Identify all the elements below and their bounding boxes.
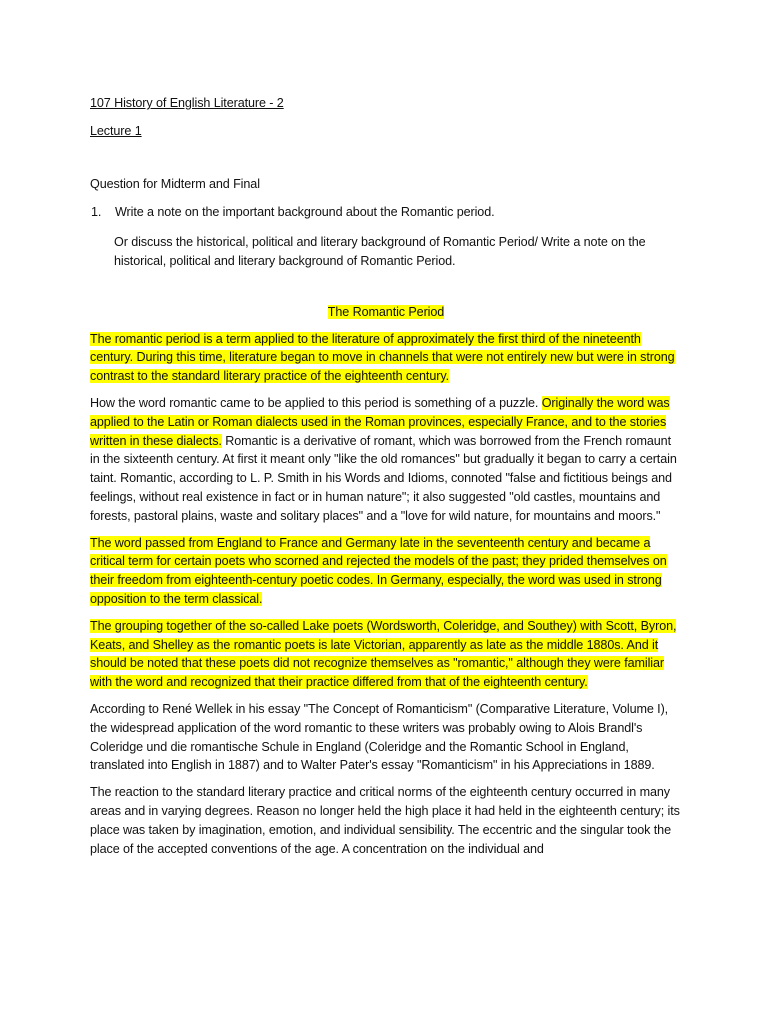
question-list [90, 203, 682, 222]
course-title: 107 History of English Literature - 2 [90, 96, 284, 110]
section-title-text: The Romantic Period [327, 304, 445, 319]
paragraph-6: The reaction to the standard literary practice and critical norms of the eighteenth century occurred in many areas and in varying degrees. Reason no longer held the high place it had held in the eighteenth century; its place was taken by imagination, emotion, and individual sensibility. The eccentric and the singular took the place of the accepted conventions of the age. A concentration on the individual and [90, 785, 680, 856]
list-item [90, 203, 682, 222]
lecture-label: Lecture 1 [90, 123, 142, 138]
paragraph-2-highlight: Originally the word was applied to the Latin or Roman dialects used in the Roman provinces, especially France, and to the stories written in these dialects. [90, 395, 670, 448]
paragraph-4-text: The grouping together of the so-called Lake poets (Wordsworth, Coleridge, and Southey) with Scott, Byron, Keats, and Shelley as the romantic poets is late Victorian, apparently as late as the middle 1880s. And it should be noted that these poets did not recognize themselves as "romantic," although they were familiar with the word and recognized that their practice differed from that of the eighteenth century. [90, 618, 677, 690]
paragraph-1-text: The romantic period is a term applied to the literature of approximately the first third of the nineteenth century. During this time, literature began to move in channels that were not entirely new but were in strong contrast to the standard literary practice of the eighteenth century. [90, 331, 675, 384]
paragraph-4 [90, 617, 682, 692]
paragraph-2 [90, 394, 682, 526]
section-title [90, 303, 682, 322]
paragraph-2-intro: How the word romantic came to be applied to this period is something of a puzzle. [90, 395, 542, 410]
paragraph-3 [90, 534, 682, 609]
question-1-text: Write a note on the important background about the Romantic period. [115, 205, 495, 220]
paragraph-1 [90, 330, 682, 386]
paragraph-3-text: The word passed from England to France and Germany late in the seventeenth century and became a critical term for certain poets who scorned and rejected the models of the past; they prided themselves on their freedom from eighteenth-century poetic codes. In Germany, especially, the word was used in strong opposition to the term classical. [90, 535, 667, 606]
paragraph-2-rest: Romantic is a derivative of romant, which was borrowed from the French romaunt in the sixteenth century. At first it meant only "like the old romances" but gradually it began to carry a certain taint. Romantic, according to L. P. Smith in his Words and Idioms, connoted "false and fictitious beings and feelings, without real existence in fact or in human nature"; it also suggested "old castles, mountains and forests, pastoral plains, waste and solitary places" and a "love for wild nature, for mountains and moors." [90, 433, 677, 523]
alternative-question: Or discuss the historical, political and literary background of Romantic Period/ Write a note on the historical, political and literary background of Romantic Period. [114, 235, 646, 268]
paragraph-5: According to René Wellek in his essay "The Concept of Romanticism" (Comparative Literature, Volume I), the widespread application of the word romantic to these writers was probably owing to Alois Brandl's Coleridge und die romantische Schule in England (Coleridge and the Romantic School in England, translated into English in 1887) and to Walter Pater's essay "Romanticism" in his Appreciations in 1889. [90, 701, 669, 773]
list-number: 1. [91, 205, 102, 220]
question-heading: Question for Midterm and Final [90, 176, 260, 191]
